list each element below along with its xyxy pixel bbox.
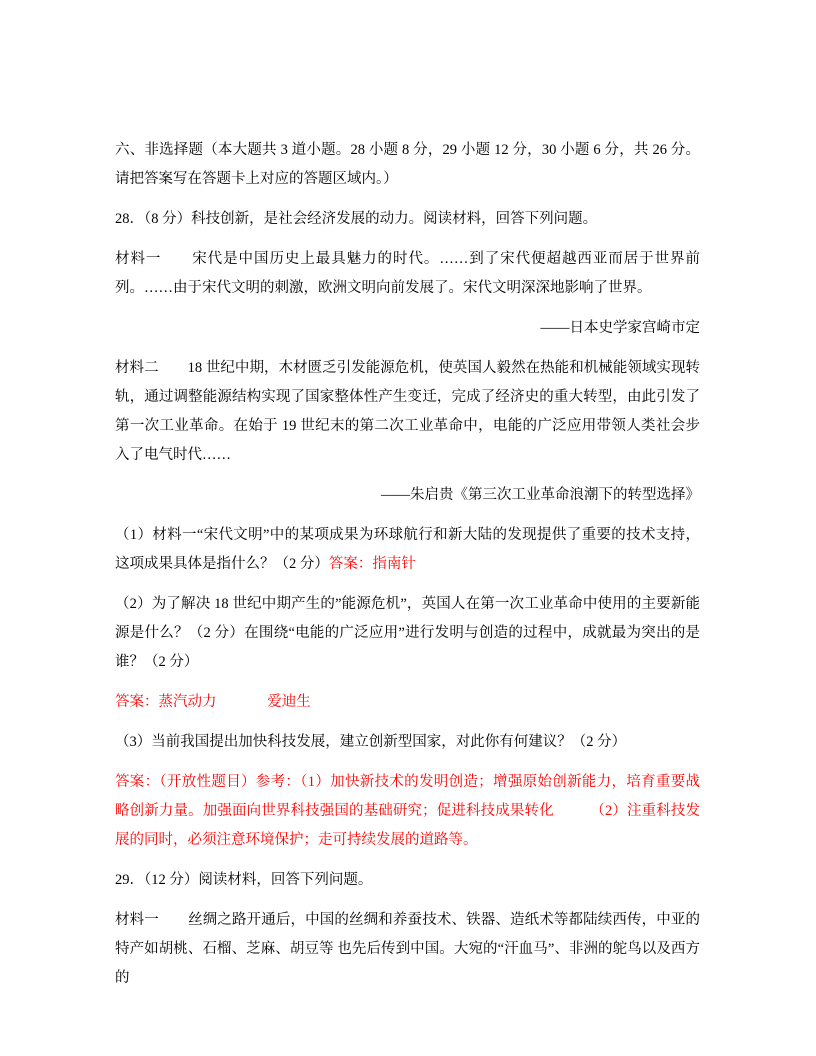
- question-28-intro: 28．（8 分）科技创新，是社会经济发展的动力。阅读材料，回答下列问题。: [115, 211, 598, 227]
- question-1-answer: 答案：指南针: [328, 556, 416, 572]
- question-2-answer-steam: 答案：蒸汽动力: [115, 694, 217, 710]
- section-header: 六、非选择题（本大题共 3 道小题。28 小题 8 分，29 小题 12 分，30 小题 6 分，共 26 分。请把答案写在答题卡上对应的答题区域内。）: [115, 142, 700, 187]
- material-2-paragraph: 材料二 18 世纪中期，木材匮乏引发能源危机，使英国人毅然在热能和机械能领域实现转轨，通过调整能源结构实现了国家整体性产生变迁，完成了经济史的重大转型，由此引发了第一次工业革命。在始于 19 世纪末的第二次工业革命中，电能的广泛应用带领人类社会步入了电气时代……: [115, 360, 700, 463]
- question-2-paragraph: （2）为了解决 18 世纪中期产生的”能源危机”，英国人在第一次工业革命中使用的主要新能源是什么？（2 分）在围绕“电能的广泛应用”进行发明与创造的过程中，成就最为突出的是谁？（2 分）: [115, 596, 700, 670]
- material-1-paragraph: 材料一 宋代是中国历史上最具魅力的时代。……到了宋代便超越西亚而居于世界前列。……由于宋代文明的刺激，欧洲文明向前发展了。宋代文明深深地影响了世界。: [115, 251, 700, 296]
- question-1-paragraph: [115, 521, 700, 579]
- question-2-answer-edison: 爱迪生: [267, 694, 311, 710]
- question-3-paragraph: （3）当前我国提出加快科技发展，建立创新型国家，对此你有何建议？（2 分）: [115, 734, 627, 750]
- material-1-source: ——日本史学家宫崎市定: [540, 320, 700, 336]
- question-2-answer-line: [115, 688, 700, 717]
- question-1-text: （1）材料一“宋代文明”中的某项成果为环球航行和新大陆的发现提供了重要的技术支持，这项成果具体是指什么？（2 分）: [115, 527, 700, 572]
- material-2-source: ——朱启贵《第三次工业革命浪潮下的转型选择》: [381, 487, 700, 503]
- question-29-intro: 29．（12 分）阅读材料，回答下列问题。: [115, 872, 373, 888]
- question-3-answer: 答案：（开放性题目）参考：（1）加快新技术的发明创造；增强原始创新能力，培育重要战略创新力量。加强面向世界科技强国的基础研究；促进科技成果转化 （2）注重科技发展的同时，必须注意环境保护；走可持续发展的道路等。: [115, 774, 700, 848]
- material-29-paragraph: 材料一 丝绸之路开通后，中国的丝绸和养蚕技术、铁器、造纸术等都陆续西传，中亚的特产如胡桃、石榴、芝麻、胡豆等 也先后传到中国。大宛的“汗血马”、非洲的鸵鸟以及西方的: [115, 912, 700, 986]
